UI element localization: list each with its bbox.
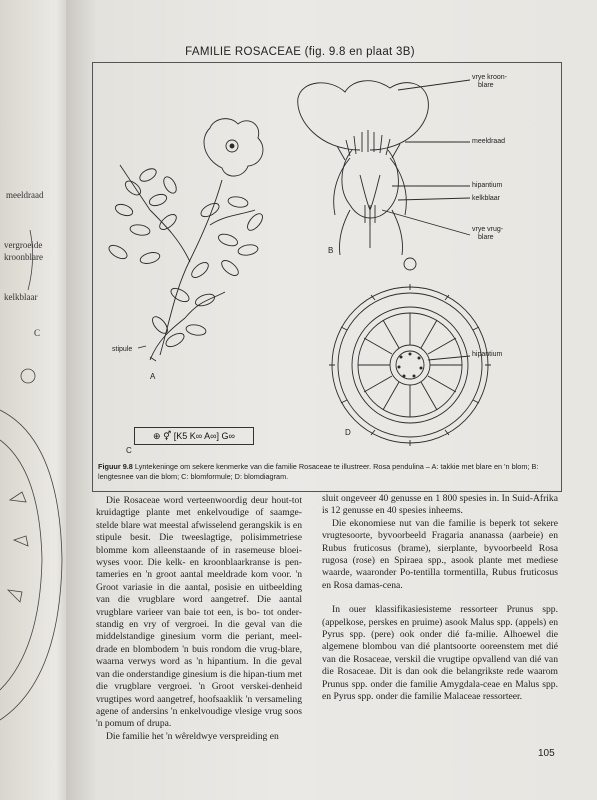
label-part-c: C — [126, 446, 132, 455]
paragraph: Die familie het 'n wêreldwye verspreiding en — [106, 730, 279, 742]
label-vrye-kroonblare-2: blare — [478, 82, 494, 89]
paragraph: Die ekonomiese nut van die familie is beperk tot sekere vrugtesoorte, byvoorbeeld Fragaria ananassa (aarbeie) en Rubus fruticosus (brame), sierplante, byvoorbeeld Rosa rugosa (rose) en Spiraea spp., asook plante met mediese waarde, waaronder Po-tentilla tormentilla, Rubus fruticosus en Rosa damas-cena. — [322, 517, 558, 591]
label-part-d: D — [345, 428, 351, 437]
label-kelkblaar: kelkblaar — [472, 195, 501, 202]
facing-fragment: vergroeide — [4, 240, 43, 250]
label-part-a: A — [150, 372, 156, 381]
floral-diagram-drawing — [329, 258, 491, 446]
paragraph: sluit ongeveer 40 genusse en 1 800 spesies in. In Suid-Afrika is 12 genusse en 40 spesies inheems. — [322, 493, 558, 517]
label-vrye-kroonblare: vrye kroon- — [472, 74, 508, 81]
right-column — [322, 493, 558, 704]
paragraph: In ouer klassifikasiesisteme ressorteer Prunus spp. (appelkose, perskes en pruime) asook Malus spp. (appels) en Pyrus spp. (pere) ook onder dié fa-milie. Alhoewel die algemene blombou van dié plantsoorte ooreenstem met dié van die Rosaceae, verskil die vrugtipe opvallend van dié van die Rosaceae. Dit is dan ook die belangrikste rede waarom Prunus spp. onder die familie Amygdala-ceae en Malus spp. en Pyrus spp. onder die familie Malaceae ressorteer. — [322, 604, 558, 703]
rose-twig-drawing — [107, 119, 265, 361]
label-hipantium-diagram: hipantium — [472, 351, 503, 358]
facing-fragment: kelkblaar — [4, 292, 38, 302]
label-meeldraad: meeldraad — [472, 138, 506, 145]
page-title: FAMILIE ROSACEAE (fig. 9.8 en plaat 3B) — [185, 46, 415, 58]
caption-label: Figuur 9.8 — [98, 462, 133, 471]
facing-fragment: kroonblare — [4, 252, 43, 262]
paragraph: Die Rosaceae word verteenwoordig deur hout-tot kruidagtige plante met enkelvoudige of saamge-stelde blare wat meestal afwisselend gerangskik is en stipule besit. Die tweeslagtige, polisimmetriese blomme kom alleenstaande of in rasemeuse bloei-wyses voor. Die kelk- en kroonblaarkranse is pen-tameries en 'n groot aantal meeldrade kom voor. 'n Groot variasie in die aantal, posisie en uitbeelding van die vrugblare word aangetref. Die aantal vrugblare varieer van baie tot een, is bo- tot onder-standig en vry of vergroei. In die geval van die middelstandige ginesium vorm die periant, meel-drade en blombodem 'n buis rondom die vrug-blare, waarna verwys word as 'n hipantium. In die geval van die onderstandige ginesium is die hipan-tium met die vrugblare vergroei. 'n Groot verskei-denheid vrugtipes word aangetref, hoofsaaklik 'n versameling agene of andersins 'n enkelvoudige vlesige vrug soos 'n pomum of drupa. — [96, 495, 302, 730]
facing-fragment: meeldraad — [6, 190, 44, 200]
label-part-b: B — [328, 246, 334, 255]
longitudinal-section-drawing — [298, 80, 470, 255]
floral-formula: ⊕ ⚥ [K5 K∞ A∞] G∞ — [134, 427, 254, 445]
label-vrye-vrugblare-2: blare — [478, 234, 494, 241]
left-column — [96, 495, 302, 743]
label-stipule: stipule — [112, 346, 133, 353]
label-vrye-vrugblare: vrye vrug- — [472, 226, 504, 233]
figure-caption — [98, 462, 554, 481]
caption-text: Lyntekeninge om sekere kenmerke van die familie Rosaceae te illustreer. Rosa pendulina – A: takkie met blare en 'n blom; B: lengtesnee van die blom; C: blomformule; D: blomdiagram. — [98, 462, 539, 481]
label-hipantium: hipantium — [472, 182, 503, 189]
page-number: 105 — [538, 748, 555, 759]
facing-fragment: C — [34, 328, 41, 338]
